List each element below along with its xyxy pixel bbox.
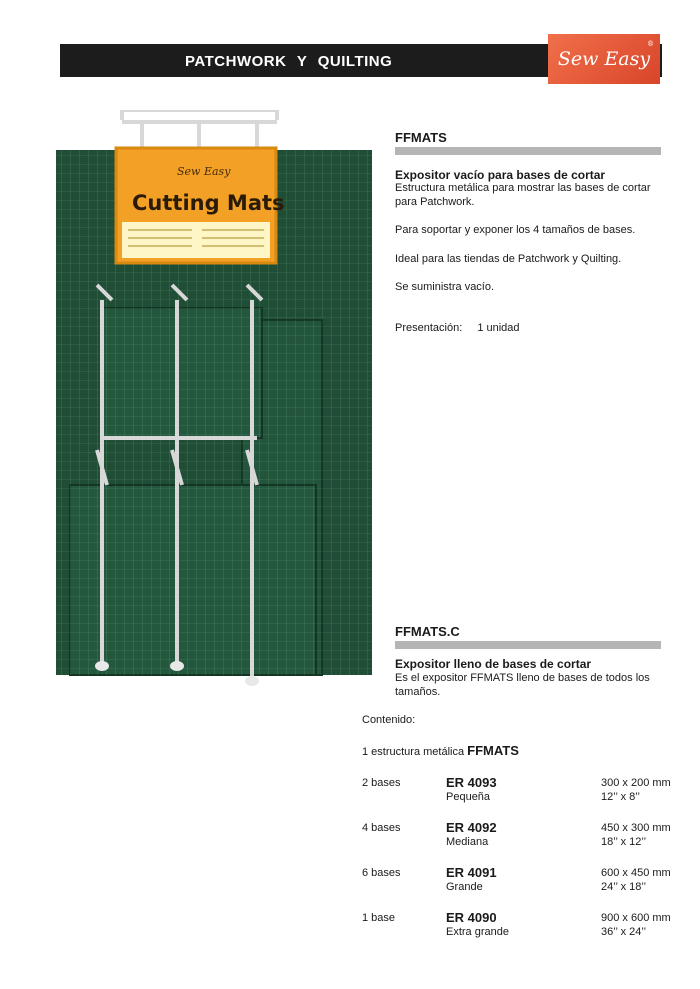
item-mm: 600 x 450 mm	[601, 867, 671, 879]
section2-code: FFMATS.C	[395, 624, 460, 639]
item-size: Grande	[446, 881, 483, 893]
item-qty: 6 bases	[362, 867, 401, 879]
presentation-line	[395, 321, 665, 335]
section2-rule	[395, 641, 661, 649]
brand-logo	[548, 34, 660, 84]
section1-p4: Se suministra vacío.	[395, 281, 495, 293]
item-inches: 18’’ x 12’’	[601, 836, 647, 848]
item-code: ER 4093	[446, 775, 497, 790]
section1-p3: Ideal para las tiendas de Patchwork y Quilting.	[395, 253, 622, 265]
item-code: ER 4090	[446, 910, 497, 925]
contents-label: Contenido:	[362, 714, 416, 726]
section1-p2: Para soportar y exponer los 4 tamaños de bases.	[395, 224, 636, 236]
item-size: Mediana	[446, 836, 489, 848]
item-mm: 450 x 300 mm	[601, 822, 671, 834]
presentation-label: Presentación:	[395, 322, 463, 334]
product-photo	[52, 110, 378, 695]
section2-desc: Es el expositor FFMATS lleno de bases de todos los tamaños.	[395, 672, 650, 698]
section2-heading: Expositor lleno de bases de cortar	[395, 657, 592, 671]
sign-brand: Sew Easy	[177, 165, 231, 178]
item-mm: 300 x 200 mm	[601, 777, 671, 789]
item-inches: 12’’ x 8’’	[601, 791, 640, 803]
logo-text: Sew Easy	[557, 48, 651, 70]
section1-code: FFMATS	[395, 130, 447, 145]
item-size: Pequeña	[446, 791, 491, 803]
structure-line	[362, 743, 519, 758]
sign-title: Cutting Mats	[132, 191, 285, 215]
list-item	[362, 910, 672, 940]
item-qty: 1 base	[362, 912, 396, 924]
item-qty: 2 bases	[362, 777, 401, 789]
item-code: ER 4091	[446, 865, 497, 880]
item-size: Extra grande	[446, 926, 509, 938]
list-item	[362, 775, 672, 805]
item-qty: 4 bases	[362, 822, 401, 834]
structure-prefix: 1 estructura metálica	[362, 746, 465, 758]
section1-heading: Expositor vacío para bases de cortar	[395, 168, 606, 182]
item-mm: 900 x 600 mm	[601, 912, 671, 924]
section1-rule	[395, 147, 661, 155]
item-code: ER 4092	[446, 820, 497, 835]
logo-registered-mark: ®	[647, 40, 654, 48]
structure-code: FFMATS	[467, 743, 519, 758]
list-item	[362, 820, 672, 850]
item-inches: 24’’ x 18’’	[601, 881, 647, 893]
item-inches: 36’’ x 24’’	[601, 926, 647, 938]
section1-desc: Estructura metálica para mostrar las bases de cortar para Patchwork.	[395, 182, 651, 208]
presentation-value: 1 unidad	[477, 322, 520, 334]
list-item	[362, 865, 672, 895]
page-title: PATCHWORK Y QUILTING	[185, 53, 393, 70]
